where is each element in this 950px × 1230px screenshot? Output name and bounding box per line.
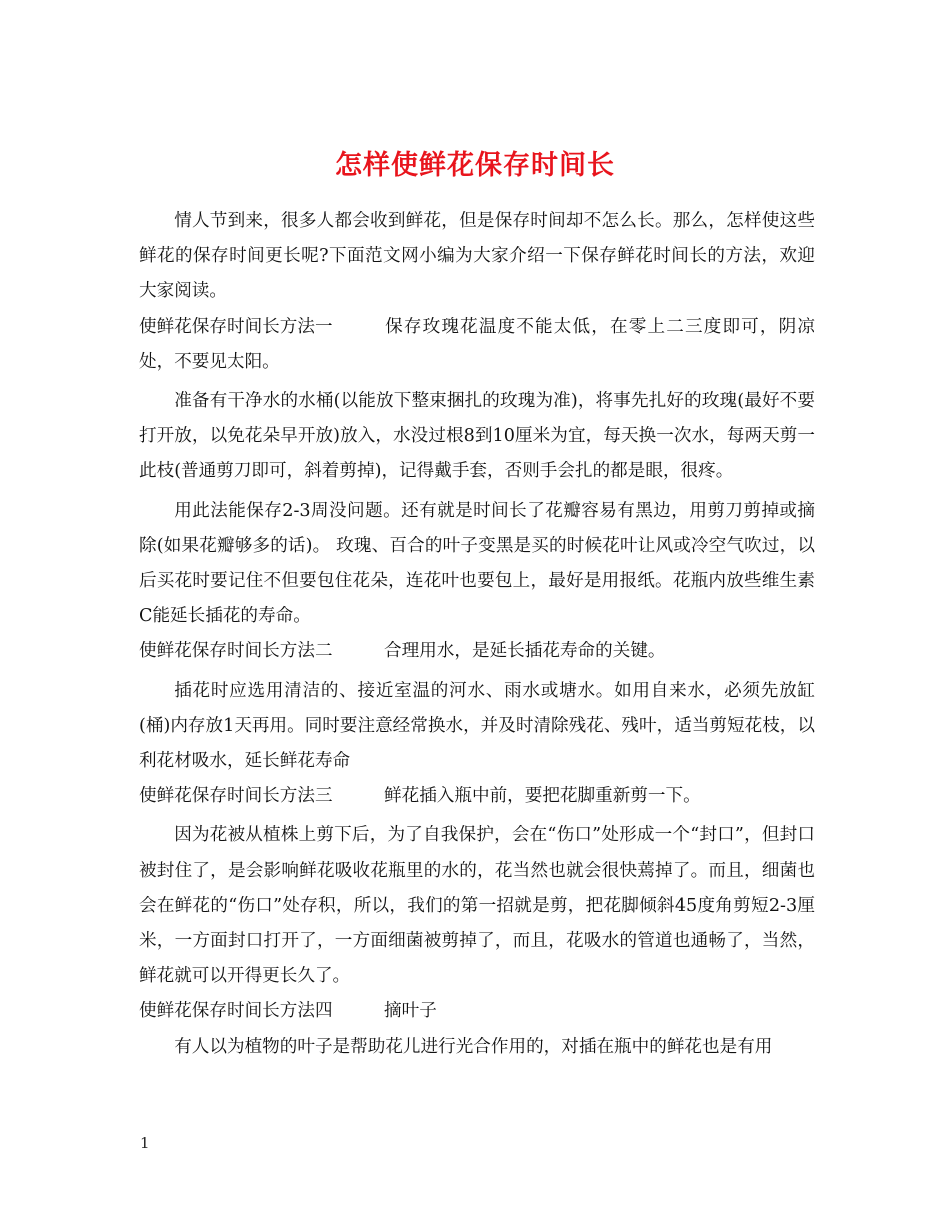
bucket-paragraph: 准备有干净水的水桶(以能放下整束捆扎的玫瑰为准)，将事先扎好的玫瑰(最好不要打开放，以免花朵早开放)放入，水没过根8到10厘米为宜，每天换一次水，每两天剪一此枝(普通剪刀即可，斜着剪掉)，记得戴手套，否则手会扎的都是眼，很疼。 [139,391,815,482]
method-1-heading [139,310,815,380]
method-2-label: 使鲜花保存时间长方法二 [139,641,333,662]
method-3-heading [139,779,815,814]
method-2-heading [139,634,815,669]
method-4-label: 使鲜花保存时间长方法四 [139,1001,333,1022]
method-3-description: 鲜花插入瓶中前，要把花脚重新剪一下。 [384,786,701,807]
method-4-heading [139,994,815,1029]
method-2-description: 合理用水，是延长插花寿命的关键。 [384,641,666,662]
document-body [139,204,815,1065]
water-paragraph: 插花时应选用清洁的、接近室温的河水、雨水或塘水。如用自来水，必须先放缸(桶)内存放1天再用。同时要注意经常换水，并及时清除残花、残叶，适当剪短花枝，以利花材吸水，延长鲜花寿命 [139,680,815,772]
method-4-description: 摘叶子 [384,1001,437,1022]
method-3-label: 使鲜花保存时间长方法三 [139,786,333,807]
method-1-label: 使鲜花保存时间长方法一 [139,316,333,337]
intro-paragraph: 情人节到来，很多人都会收到鲜花，但是保存时间却不怎么长。那么，怎样使这些鲜花的保存时间更长呢?下面范文网小编为大家介绍一下保存鲜花时间长的方法，欢迎大家阅读。 [139,211,815,302]
method-1-description: 保存玫瑰花温度不能太低，在零上二三度即可，阴凉处，不要见太阳。 [139,316,815,372]
cut-paragraph: 因为花被从植株上剪下后，为了自我保护，会在“伤口”处形成一个“封口”，但封口被封住了，是会影响鲜花吸收花瓶里的水的，花当然也就会很快蔫掉了。而且，细菌也会在鲜花的“伤口”处存积，所以，我们的第一招就是剪，把花脚倾斜45度角剪短2-3厘米，一方面封口打开了，一方面细菌被剪掉了，而且，花吸水的管道也通畅了，当然，鲜花就可以开得更长久了。 [139,825,815,987]
leaves-paragraph: 有人以为植物的叶子是帮助花儿进行光合作用的，对插在瓶中的鲜花也是有用 [174,1036,773,1057]
page-number: 1 [140,1134,150,1152]
document-title: 怎样使鲜花保存时间长 [335,150,615,182]
storage-paragraph: 用此法能保存2-3周没问题。还有就是时间长了花瓣容易有黑边，用剪刀剪掉或摘除(如果花瓣够多的话)。 玫瑰、百合的叶子变黑是买的时候花叶让风或冷空气吹过，以后买花时要记住不但要包住花朵，连花叶也要包上，最好是用报纸。花瓶内放些维生素C能延长插花的寿命。 [139,500,815,627]
